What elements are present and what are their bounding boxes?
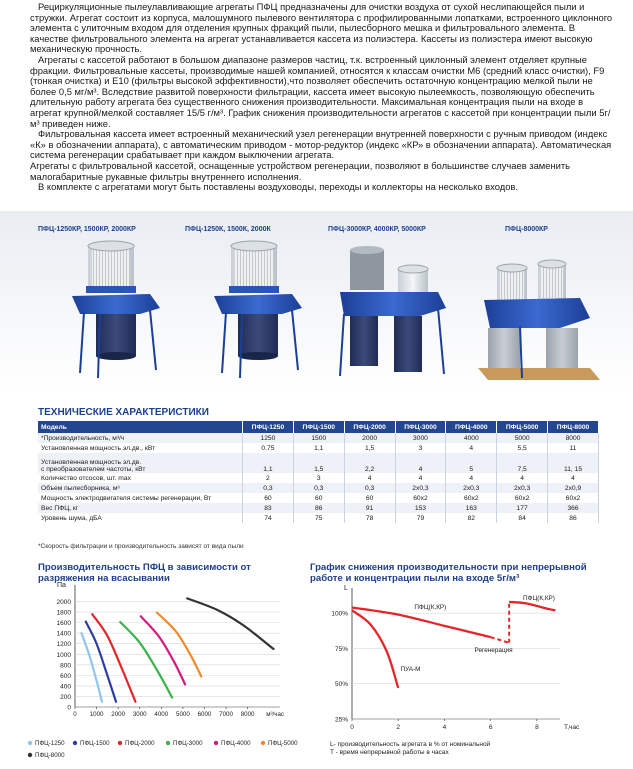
table-cell: 1,1 xyxy=(243,453,294,473)
row-label: *Производительность, м³/ч xyxy=(38,433,243,443)
table-row xyxy=(38,513,599,523)
column-header: ПФЦ-1500 xyxy=(293,421,344,433)
x-axis-label: T,час xyxy=(564,724,580,731)
legend-label: ПФЦ-1250 xyxy=(35,740,65,747)
table-cell: 82 xyxy=(446,513,497,523)
x-tick-label: 4000 xyxy=(154,711,169,718)
table-cell: 3 xyxy=(293,473,344,483)
product-title: ПФЦ-1250КР, 1500КР, 2000КР xyxy=(38,226,136,233)
y-tick-label: 50% xyxy=(334,681,348,689)
table-row xyxy=(38,493,599,503)
y-tick-label: 1400 xyxy=(56,630,71,638)
table-cell: 3000 xyxy=(395,433,446,443)
y-tick-label: 1600 xyxy=(56,620,71,628)
series-line xyxy=(352,610,398,688)
table-cell: 163 xyxy=(446,503,497,513)
row-label: Установленная мощность эл.дв., кВт xyxy=(38,443,243,453)
table-row xyxy=(38,433,599,443)
legend-marker xyxy=(261,741,265,745)
y-tick-label: 0 xyxy=(67,704,71,712)
specs-footnote: *Скорость фильтрации и производительность зависят от вида пыли xyxy=(38,543,244,550)
y-tick-label: 75% xyxy=(334,645,348,653)
legend-label: ПФЦ-4000 xyxy=(221,740,251,747)
table-row xyxy=(38,453,599,473)
table-row xyxy=(38,473,599,483)
table-cell: 4 xyxy=(344,473,395,483)
table-cell: 366 xyxy=(548,503,599,513)
table-cell: 11, 15 xyxy=(548,453,599,473)
x-tick-label: 0 xyxy=(350,724,354,731)
legend-label: ПФЦ-3000 xyxy=(173,740,203,747)
product-title: ПФЦ-1250К, 1500К, 2000К xyxy=(185,226,271,233)
series-label: ПФЦ(К,КР) xyxy=(414,603,447,611)
intro-paragraph: В комплекте с агрегатами могут быть поставлены воздуховоды, переходы и коллекторы на несколько входов. xyxy=(38,181,518,193)
legend-marker xyxy=(28,741,32,745)
table-cell: 1250 xyxy=(243,433,294,443)
table-cell: 78 xyxy=(344,513,395,523)
table-cell: 1,5 xyxy=(344,443,395,453)
x-tick-label: 2 xyxy=(396,724,401,731)
product-title: ПФЦ-8000КР xyxy=(505,226,548,233)
annotation-label: Регенерация xyxy=(474,646,513,654)
performance-chart xyxy=(0,569,300,769)
table-cell: 153 xyxy=(395,503,446,513)
legend-marker xyxy=(28,753,32,757)
table-cell: 2000 xyxy=(344,433,395,443)
degradation-chart xyxy=(310,578,630,743)
product-title: ПФЦ-3000КР, 4000КР, 5000КР xyxy=(328,226,426,233)
y-tick-label: 25% xyxy=(334,716,348,724)
row-label: Уровень шума, дБА xyxy=(38,513,243,523)
table-cell: 75 xyxy=(293,513,344,523)
column-header: ПФЦ-8000 xyxy=(548,421,599,433)
machine-4-illustration xyxy=(478,260,600,380)
y-tick-label: 2000 xyxy=(56,599,71,607)
row-label xyxy=(38,453,243,473)
footnote-line: T - время непрерывной работы в часах xyxy=(330,749,449,756)
series-line xyxy=(509,602,555,610)
product-illustrations xyxy=(0,238,633,388)
x-tick-label: 1000 xyxy=(89,711,104,718)
x-tick-label: 8 xyxy=(535,724,539,731)
series-line xyxy=(352,608,491,638)
table-cell: 177 xyxy=(497,503,548,513)
machine-1-illustration xyxy=(72,241,160,378)
table-cell: 91 xyxy=(344,503,395,513)
row-label: Объем пылесборника, м³ xyxy=(38,483,243,493)
table-cell: 4 xyxy=(446,443,497,453)
table-cell: 60 xyxy=(293,493,344,503)
table-cell: 83 xyxy=(243,503,294,513)
table-cell: 4 xyxy=(446,473,497,483)
table-row xyxy=(38,503,599,513)
intro-paragraph: Агрегаты с кассетой работают в большом диапазоне размеров частиц, т.к. встроенный циклонный элемент отделяет крупные фракции. Фильтровальные кассеты, производимые нашей компанией, относятся к классам очистки М6 (средний класс очистки), F9 (тонкая очистка) и Е10 (фильтры высокой эффективности),что позволяет обеспечить остаточную концентрацию мелкой пыли не более 0,5 мг/м³. Вследствие развитой поверхности фильтрации, кассета имеет высокую пылеемкость, позволяющую обеспечить длительную работу агрегата без существенного снижения производительности. Максимальная концентрация пыли на входе в агрегат крупной/мелкой составляет 15/5 г/м³. График снижения производительности агрегатов с кассетой при концентрации пыли 5г/м³ приведен ниже. xyxy=(30,53,611,129)
intro-text xyxy=(30,2,615,193)
table-cell: 2 xyxy=(243,473,294,483)
left-chart-title: Производительность ПФЦ в зависимости от разряжения на всасывании xyxy=(38,562,251,584)
x-tick-label: 7000 xyxy=(219,711,233,718)
series-line xyxy=(141,616,185,684)
x-tick-label: 0 xyxy=(73,711,77,718)
table-row xyxy=(38,483,599,493)
table-cell: 1,1 xyxy=(293,443,344,453)
specs-title: ТЕХНИЧЕСКИЕ ХАРАКТЕРИСТИКИ xyxy=(38,407,209,418)
y-tick-label: 800 xyxy=(60,662,71,670)
column-header: Модель xyxy=(38,421,243,433)
table-cell: 4 xyxy=(548,473,599,483)
table-cell: 5,5 xyxy=(497,443,548,453)
table-cell: 60х2 xyxy=(548,493,599,503)
row-label: Вес ПФЦ, кг xyxy=(38,503,243,513)
table-cell: 11 xyxy=(548,443,599,453)
y-axis-label: L xyxy=(344,585,348,592)
intro-paragraph: Агрегаты с фильтровальной кассетой, оснащенные устройством регенерации, позволяют в большинстве случаев заменить малогабаритные рукавные фильтры внутреннего исполнения. xyxy=(30,159,571,182)
table-cell: 2х0,9 xyxy=(548,483,599,493)
column-header: ПФЦ-1250 xyxy=(243,421,294,433)
table-cell: 5 xyxy=(446,453,497,473)
y-tick-label: 100% xyxy=(331,610,348,618)
row-label-line: Установленная мощность эл.дв. xyxy=(41,459,142,466)
table-cell: 5000 xyxy=(497,433,548,443)
table-cell: 4 xyxy=(395,473,446,483)
legend-label: ПФЦ-2000 xyxy=(125,740,155,747)
legend-marker xyxy=(214,741,218,745)
row-label-line: с преобразователем частоты, кВт xyxy=(41,466,146,473)
x-tick-label: 8000 xyxy=(240,711,255,718)
series-label: ПУА-М xyxy=(400,666,421,674)
column-header: ПФЦ-2000 xyxy=(344,421,395,433)
column-header: ПФЦ-4000 xyxy=(446,421,497,433)
table-cell: 84 xyxy=(497,513,548,523)
table-cell: 7,5 xyxy=(497,453,548,473)
table-cell: 86 xyxy=(548,513,599,523)
table-cell: 60х2 xyxy=(395,493,446,503)
legend-label: ПФЦ-5000 xyxy=(268,740,298,747)
table-cell: 0,3 xyxy=(344,483,395,493)
y-tick-label: 400 xyxy=(60,683,71,691)
table-cell: 8000 xyxy=(548,433,599,443)
legend-marker xyxy=(166,741,170,745)
table-cell: 2х0,3 xyxy=(497,483,548,493)
x-tick-label: 4 xyxy=(442,724,447,731)
legend-label: ПФЦ-8000 xyxy=(35,752,65,759)
table-cell: 1,5 xyxy=(293,453,344,473)
x-tick-label: 5000 xyxy=(176,711,190,718)
table-cell: 60 xyxy=(344,493,395,503)
table-cell: 4000 xyxy=(446,433,497,443)
row-label: Количество отсосов, шт. max xyxy=(38,473,243,483)
table-cell: 3 xyxy=(395,443,446,453)
legend-marker xyxy=(118,741,122,745)
table-cell: 4 xyxy=(395,453,446,473)
table-cell: 74 xyxy=(243,513,294,523)
y-tick-label: 1000 xyxy=(56,651,71,659)
table-cell: 1500 xyxy=(293,433,344,443)
column-header: ПФЦ-3000 xyxy=(395,421,446,433)
table-cell: 60 xyxy=(243,493,294,503)
intro-paragraph: Рециркуляционные пылеулавливающие агрегаты ПФЦ предназначены для очистки воздуха от сухой неслипающейся пыли и стружки. Агрегат состоит из корпуса, малошумного пылевого вентилятора с профилированными лопатками, встроенного циклонного элемента с улиточным входом для отделения крупных фракций пыли, пылесборного мешка и фильтровального элемента. В качестве фильтровального элемента на агрегат устанавливается кассета из полиэстера. Кассеты из полиэстера имеют высокую механическую прочность. xyxy=(30,1,613,55)
table-cell: 0,3 xyxy=(243,483,294,493)
table-cell: 86 xyxy=(293,503,344,513)
y-axis-label: Па xyxy=(57,582,66,589)
x-tick-label: 6000 xyxy=(197,711,212,718)
table-cell: 0,3 xyxy=(293,483,344,493)
y-tick-label: 1800 xyxy=(56,609,71,617)
footnote-line: L- производительность агрегата в % от номинальной xyxy=(330,741,491,748)
chart-footnotes xyxy=(330,741,490,757)
legend-marker xyxy=(73,741,77,745)
table-cell: 4 xyxy=(497,473,548,483)
column-header: ПФЦ-5000 xyxy=(497,421,548,433)
machine-3-illustration xyxy=(340,246,446,376)
series-line-dashed xyxy=(491,637,509,643)
x-tick-label: 6 xyxy=(488,724,493,731)
x-tick-label: 2000 xyxy=(111,711,126,718)
table-header-row xyxy=(38,421,599,433)
table-cell: 0,75 xyxy=(243,443,294,453)
specs-table xyxy=(38,421,599,523)
right-chart-title: График снижения производительности при непрерывной работе и концентрации пыли на входе 5г/м³ xyxy=(310,562,587,584)
table-cell: 60х2 xyxy=(497,493,548,503)
table-cell: 79 xyxy=(395,513,446,523)
series-line xyxy=(187,598,273,649)
machine-2-illustration xyxy=(214,241,302,378)
row-label: Мощность электродвигателя системы регенерации, Вт xyxy=(38,493,243,503)
legend-label: ПФЦ-1500 xyxy=(80,740,110,747)
y-tick-label: 1200 xyxy=(56,641,71,649)
table-cell: 60х2 xyxy=(446,493,497,503)
table-cell: 2,2 xyxy=(344,453,395,473)
y-tick-label: 600 xyxy=(60,672,71,680)
x-tick-label: 3000 xyxy=(132,711,147,718)
table-row xyxy=(38,443,599,453)
table-cell: 2х0,3 xyxy=(446,483,497,493)
x-unit-label: м³/час xyxy=(266,711,284,718)
intro-paragraph: Фильтровальная кассета имеет встроенный механический узел регенерации внутренней поверхности с ручным приводом (индекс «К» в обозначении аппарата), с автоматическим приводом - мотор-редуктор (индекс «КР» в обозначении аппарата). Автоматическая система регенерации срабатывает при каждом выключении агрегата. xyxy=(30,128,612,161)
table-cell: 2х0,3 xyxy=(395,483,446,493)
y-tick-label: 200 xyxy=(60,693,71,701)
series-label: ПФЦ(К,КР) xyxy=(523,594,555,602)
